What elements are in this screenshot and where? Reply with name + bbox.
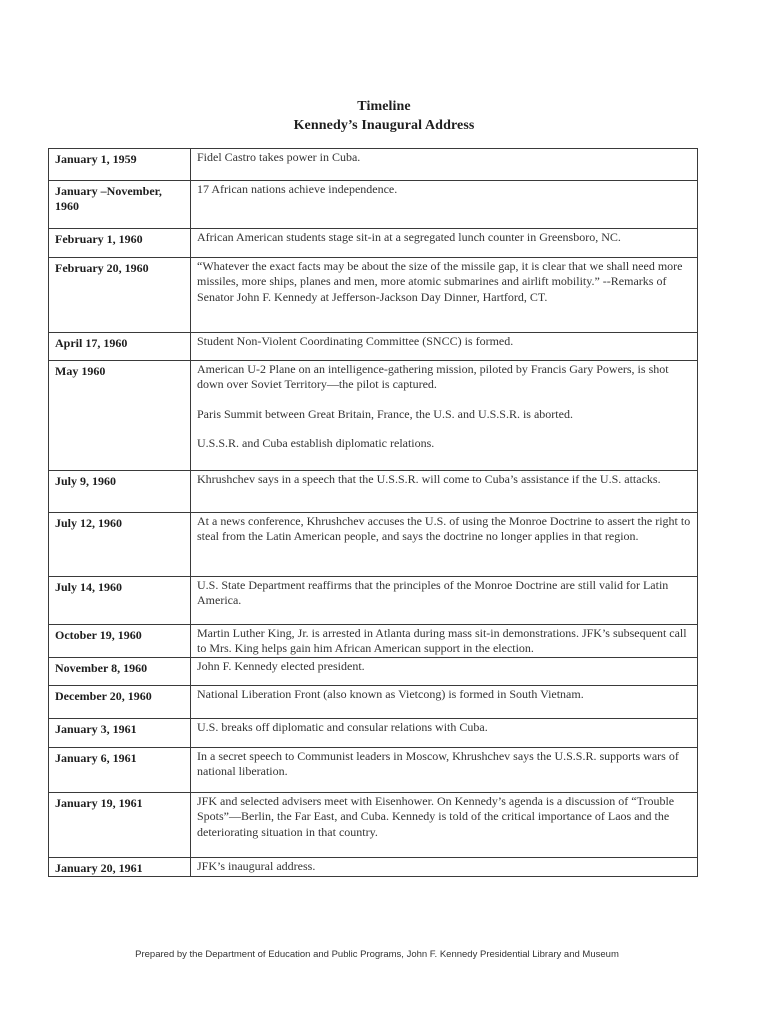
timeline-row — [49, 361, 698, 471]
timeline-date: July 12, 1960 — [49, 513, 191, 577]
event-text: African American students stage sit-in at a segregated lunch counter in Greensboro, NC. — [197, 230, 621, 244]
timeline-date: April 17, 1960 — [49, 333, 191, 361]
timeline-row — [49, 625, 698, 658]
event-text: Paris Summit between Great Britain, France, the U.S. and U.S.S.R. is aborted. — [197, 406, 573, 421]
timeline-event — [191, 793, 698, 858]
timeline-row — [49, 333, 698, 361]
timeline-row — [49, 471, 698, 513]
timeline-date: January 19, 1961 — [49, 793, 191, 858]
timeline-date: January 1, 1959 — [49, 149, 191, 181]
event-text: Student Non-Violent Coordinating Committee (SNCC) is formed. — [197, 334, 514, 348]
timeline-date: January 3, 1961 — [49, 719, 191, 748]
timeline-date: January 6, 1961 — [49, 748, 191, 793]
timeline-event — [191, 686, 698, 719]
timeline-event — [191, 513, 698, 577]
timeline-event — [191, 858, 698, 877]
timeline-row — [49, 577, 698, 625]
event-text: U.S. breaks off diplomatic and consular relations with Cuba. — [197, 720, 488, 734]
timeline-row — [49, 793, 698, 858]
event-text: U.S. State Department reaffirms that the principles of the Monroe Doctrine are still valid for Latin America. — [197, 578, 669, 608]
event-text: U.S.S.R. and Cuba establish diplomatic relations. — [197, 436, 435, 451]
page-subtitle: Kennedy’s Inaugural Address — [293, 118, 475, 133]
event-text: National Liberation Front (also known as Vietcong) is formed in South Vietnam. — [197, 687, 584, 701]
timeline-event — [191, 658, 698, 686]
timeline-row — [49, 658, 698, 686]
page-title: Timeline — [357, 99, 411, 114]
timeline-event — [191, 748, 698, 793]
timeline-event — [191, 625, 698, 658]
event-text: In a secret speech to Communist leaders in Moscow, Khrushchev says the U.S.S.R. supports wars of national liberation. — [197, 749, 679, 779]
timeline-date: July 14, 1960 — [49, 577, 191, 625]
timeline-row — [49, 258, 698, 333]
event-text: John F. Kennedy elected president. — [197, 659, 365, 673]
timeline-date: November 8, 1960 — [49, 658, 191, 686]
timeline-row — [49, 149, 698, 181]
event-text: Fidel Castro takes power in Cuba. — [197, 150, 361, 164]
page-footer: Prepared by the Department of Education and Public Programs, John F. Kennedy Presidential Library and Museum — [135, 949, 619, 960]
timeline-date: February 20, 1960 — [49, 258, 191, 333]
event-text: At a news conference, Khrushchev accuses the U.S. of using the Monroe Doctrine to assert the right to steal from the Latin American people, and says the doctrine no longer applies in that region. — [197, 514, 691, 544]
timeline-event — [191, 333, 698, 361]
event-text: JFK and selected advisers meet with Eisenhower. On Kennedy’s agenda is a discussion of “Trouble Spots”—Berlin, the Far East, and Cuba. Kennedy is told of the critical importance of Laos and the deteriorating situation in that country. — [197, 794, 675, 839]
timeline-date: January –November, 1960 — [49, 181, 191, 229]
timeline-date: May 1960 — [49, 361, 191, 471]
timeline-row — [49, 181, 698, 229]
timeline-event — [191, 577, 698, 625]
event-text: Martin Luther King, Jr. is arrested in Atlanta during mass sit-in demonstrations. JFK’s subsequent call to Mrs. King helps gain him African American support in the election. — [197, 626, 687, 656]
timeline-event — [191, 719, 698, 748]
timeline-row — [49, 229, 698, 258]
event-text: “Whatever the exact facts may be about the size of the missile gap, it is clear that we shall need more missiles, more ships, planes and men, more atomic submarines and airlift mobility.” --Remarks of Senator John F. Kennedy at Jefferson-Jackson Day Dinner, Hartford, CT. — [197, 259, 683, 304]
timeline-date: October 19, 1960 — [49, 625, 191, 658]
timeline-event — [191, 229, 698, 258]
timeline-table — [48, 148, 698, 877]
timeline-event — [191, 361, 698, 471]
timeline-date: February 1, 1960 — [49, 229, 191, 258]
event-text: Khrushchev says in a speech that the U.S.S.R. will come to Cuba’s assistance if the U.S. attacks. — [197, 472, 661, 486]
timeline-event — [191, 181, 698, 229]
timeline-row — [49, 513, 698, 577]
timeline-event — [191, 471, 698, 513]
timeline-row — [49, 686, 698, 719]
event-text: JFK’s inaugural address. — [197, 859, 316, 873]
event-text: American U-2 Plane on an intelligence-gathering mission, piloted by Francis Gary Powers, is shot down over Soviet Territory—the pilot is captured. — [197, 362, 669, 392]
timeline-row — [49, 748, 698, 793]
timeline-date: December 20, 1960 — [49, 686, 191, 719]
timeline-event — [191, 149, 698, 181]
event-text: 17 African nations achieve independence. — [197, 182, 398, 196]
timeline-row — [49, 719, 698, 748]
timeline-date: January 20, 1961 — [49, 858, 191, 877]
timeline-row — [49, 858, 698, 877]
timeline-event — [191, 258, 698, 333]
timeline-date: July 9, 1960 — [49, 471, 191, 513]
